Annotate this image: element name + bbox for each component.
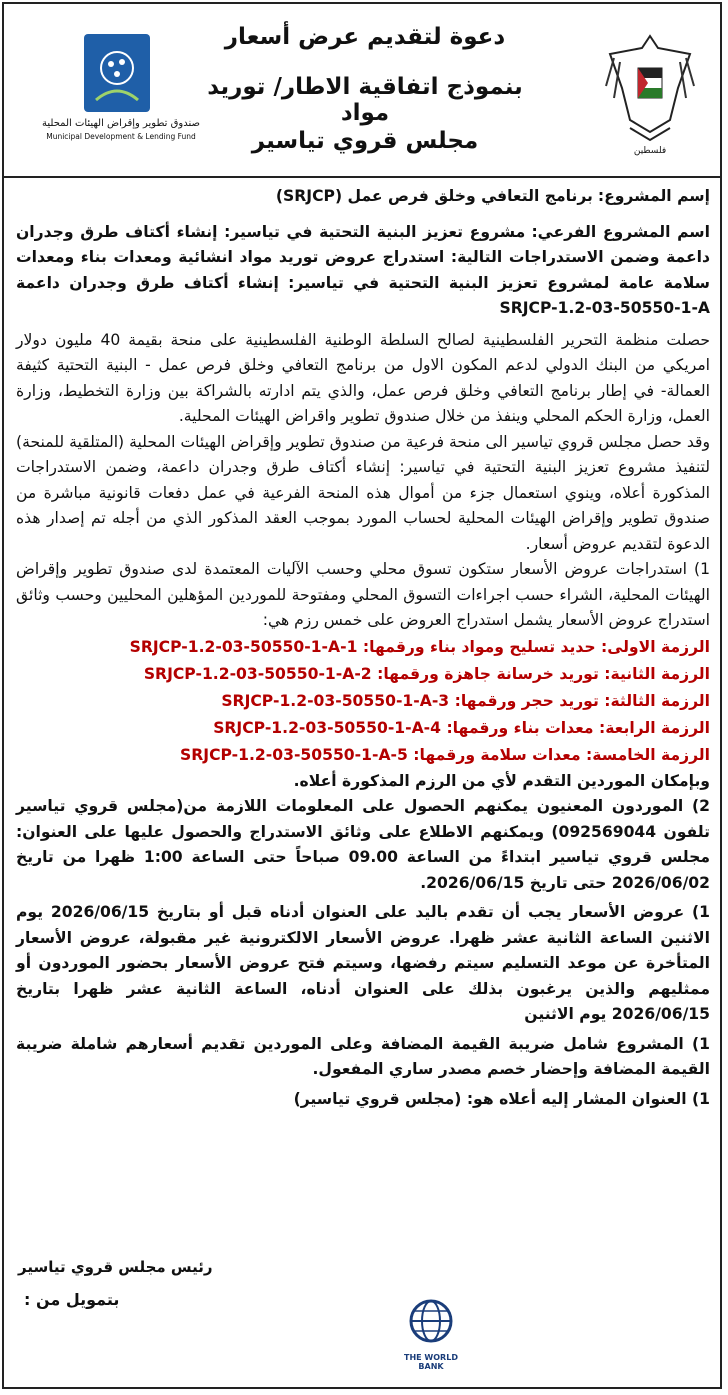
subproject-label: اسم المشروع الفرعي: — [531, 222, 710, 241]
subproject-text: مشروع تعزيز البنية التحتية في تياسير: إنشاء أكتاف طرق وجدران داعمة وضمن الاستدراجات التالية: استدراج عروض توريد مواد انشائية ومعدات بناء ومعدات سلامة عامة لمشروع تعزيز البنية التحتية في تياسير: إنشاء أكتاف طرق وجدران داعمة SRJCP-1.2-03-50550-1-A — [16, 222, 710, 317]
title-line-1: دعوة لتقديم عرض أسعار — [224, 24, 506, 50]
package-item: الرزمة الخامسة: معدات سلامة ورقمها: SRJCP-1.2-03-50550-1-A-5 — [180, 745, 710, 764]
title-line-3: مجلس قروي تياسير — [251, 128, 479, 154]
paragraph-vat: 1) المشروع شامل ضريبة القيمة المضافة وعلى الموردين تقديم أسعارهم شاملة ضريبة القيمة المضافة وإحضار خصم مصدر ساري المفعول. — [16, 1034, 710, 1078]
project-name: برنامج التعافي وخلق فرص عمل (SRJCP) — [275, 187, 593, 205]
package-item: الرزمة الثالثة: توريد حجر ورقمها: SRJCP-1.2-03-50550-1-A-3 — [221, 691, 710, 710]
world-bank-label: THE WORLD BANK — [404, 1353, 458, 1371]
document-body — [16, 182, 710, 1112]
paragraph-submission: 1) عروض الأسعار يجب أن تقدم باليد على العنوان أدناه قبل أو بتاريخ 2026/06/15 يوم الاثنين الساعة الثانية عشر ظهرا. عروض الأسعار الالكترونية غير مقبولة، عروض الأسعار المتأخرة عن موعد التسليم سيتم رفضها، وسيتم فتح عروض الأسعار بحضور الموردون أو ممثليهم والذين يرغبون بذلك على العنوان أدناه، الساعة الثانية عشر ظهرا بتاريخ 2026/06/15 يوم الاثنين — [16, 903, 710, 1023]
packages-list — [16, 634, 710, 769]
fund-logo-english: Municipal Development & Lending Fund — [46, 132, 196, 141]
signature-line: رئيس مجلس قروي تياسير — [18, 1258, 213, 1276]
paragraph-contact: 2) الموردون المعنيون يمكنهم الحصول على المعلومات اللازمة من(مجلس قروي تياسير تلفون 092569044) ويمكنهم الاطلاع على وثائق الاستدراج والحصول عليها على العنوان: مجلس قروي تياسير ابتداءً من الساعة 09.00 صباحاً حتى الساعة 1:00 ظهرا من تاريخ 2026/06/02 حتى تاريخ 2026/06/15. — [16, 797, 710, 892]
paragraph-grant: حصلت منظمة التحرير الفلسطينية لصالح السلطة الوطنية الفلسطينية على منحة بقيمة 40 مليون دولار امريكي من البنك الدولي لدعم المكون الاول من برنامج التعافي وخلق فرص عمل - البنية التحتية كثيفة العمالة- في إطار برنامج التعافي وخلق فرص عمل، والذي يتم ادارته بالشراكة بين وزارة التخطيط، وزارة العمل، وزارة الحكم المحلي وينفذ من خلال صندوق تطوير واقراض الهيئات المحلية. — [16, 330, 710, 425]
paragraph-packages-note: وبإمكان الموردين التقدم لأي من الرزم المذكورة أعلاه. — [293, 771, 710, 790]
package-item: الرزمة الاولى: حديد تسليح ومواد بناء ورقمها: SRJCP-1.2-03-50550-1-A-1 — [129, 637, 710, 656]
header-divider — [4, 176, 720, 178]
package-item: الرزمة الرابعة: معدات بناء ورقمها: SRJCP-1.2-03-50550-1-A-4 — [213, 718, 710, 737]
project-name-label: إسم المشروع: — [597, 187, 710, 205]
world-bank-logo — [396, 1293, 466, 1383]
globe-icon — [396, 1293, 466, 1351]
paragraph-address: 1) العنوان المشار إليه أعلاه هو: (مجلس قروي تياسير) — [293, 1089, 710, 1108]
package-item: الرزمة الثانية: توريد خرسانة جاهزة ورقمها: SRJCP-1.2-03-50550-1-A-2 — [143, 664, 710, 683]
paragraph-subgrant: وقد حصل مجلس قروي تياسير الى منحة فرعية من صندوق تطوير وإقراض الهيئات المحلية (المتلقية للمنحة) لتنفيذ مشروع تعزيز البنية التحتية في تياسير: إنشاء أكتاف طرق وجدران داعمة، وضمن الاستدراجات المذكورة أعلاه، وينوي استعمال جزء من أموال هذه المنحة الفرعية في عمل دفعات قانونية مباشرة من صندوق تطوير وإقراض الهيئات المحلية لحساب المورد بموجب العقد المذكور الذي من أجله تم إصدار هذه الدعوة لتقديم عروض أسعار. — [16, 432, 710, 553]
fund-logo — [26, 30, 216, 150]
fund-logo-arabic: صندوق تطوير وإقراض الهيئات المحلية — [42, 118, 200, 129]
header — [0, 0, 724, 180]
emblem-label: فلسطين — [633, 146, 667, 156]
paragraph-procurement: 1) استدراجات عروض الأسعار ستكون تسوق محلي وحسب الآليات المعتمدة لدى صندوق تطوير وإقراض الهيئات المحلية، الشراء حسب اجراءات التسوق المحلي ومفتوحة للموردين المؤهلين المحليين وحسب وثائق استدراج عروض الأسعار يشمل استدراج العروض على خمس رزم هي: — [16, 560, 710, 629]
fund-logo-icon — [84, 34, 150, 112]
title-line-2: بنموذج اتفاقية الاطار/ توريد مواد — [207, 74, 523, 126]
palestine-emblem-icon — [600, 28, 700, 148]
funded-by-label: بتمويل من : — [24, 1290, 120, 1309]
